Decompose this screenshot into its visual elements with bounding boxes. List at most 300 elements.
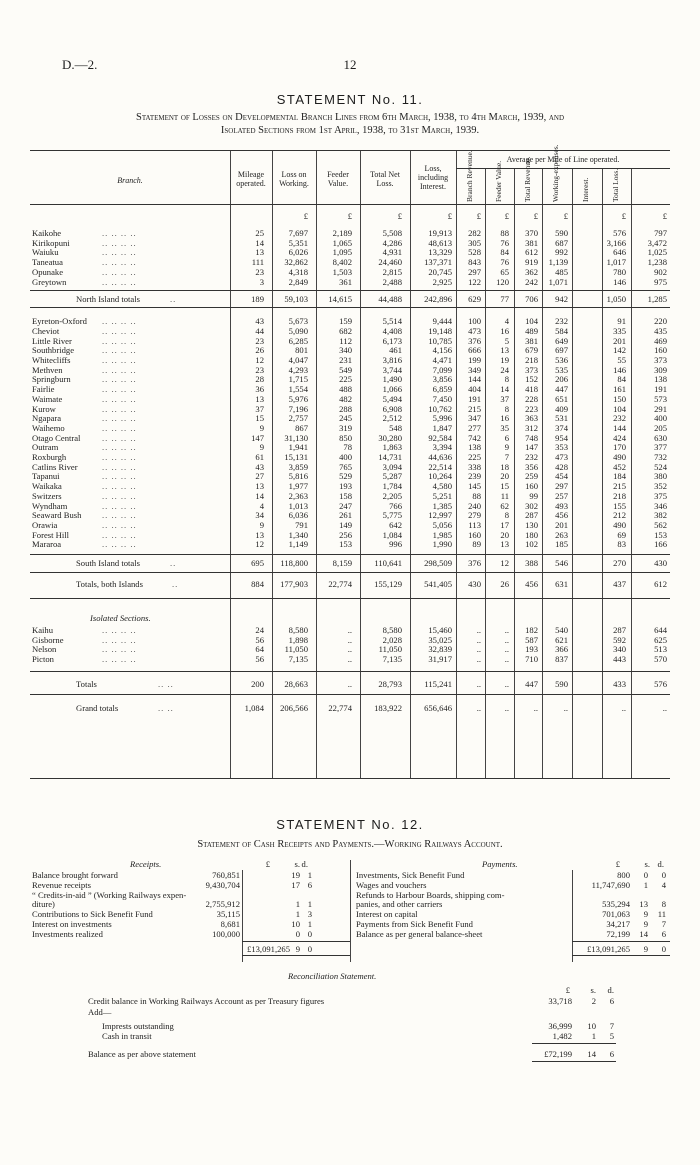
grand-total-row	[30, 704, 670, 714]
row-label: Springburn	[32, 374, 71, 385]
table-cell: 5,508	[382, 228, 402, 238]
table-cell: ..	[621, 702, 626, 713]
incl-header-line: including	[417, 173, 449, 182]
leader-dots: .. .. .. ..	[102, 539, 137, 550]
table-cell: 1,715	[288, 374, 308, 385]
table-cell: 540	[555, 625, 568, 635]
table-cell: 1,084	[244, 702, 264, 713]
unit-symbol: £	[662, 211, 667, 221]
payment-pounds: 701,063	[602, 909, 630, 920]
table-cell: 32,839	[428, 644, 452, 655]
table-cell: 180	[525, 529, 538, 540]
table-cell: 682	[339, 325, 352, 336]
table-cell: 43	[255, 461, 264, 472]
receipt-pounds: 8,681	[220, 919, 240, 929]
table-cell: 297	[555, 481, 568, 492]
row-label: Cheviot	[32, 325, 60, 336]
table-cell: 418	[525, 384, 538, 395]
recon-label: Add—	[88, 1007, 112, 1017]
table-cell: 14	[500, 384, 509, 395]
page-ref: D.—2.	[62, 57, 98, 72]
table-cell: 8,159	[332, 558, 352, 568]
recon-balance-pounds: £72,199	[544, 1049, 572, 1059]
row-label: Seaward Bush	[32, 510, 82, 521]
table-cell: 1,071	[548, 276, 568, 287]
average-col-header: Feeder Value.	[494, 160, 503, 202]
row-label: Fairlie	[32, 384, 55, 395]
table-cell: 493	[555, 500, 568, 511]
table-cell: 160	[468, 529, 481, 540]
mileage-header-line: operated.	[236, 179, 266, 188]
table-cell: 220	[654, 316, 667, 327]
table-cell: 44,488	[378, 294, 402, 305]
table-cell: 155	[613, 500, 626, 511]
table-cell: 5,514	[382, 316, 402, 327]
table-cell: 3,856	[432, 374, 452, 385]
table-cell: 218	[525, 355, 538, 365]
table-cell: 206,566	[280, 702, 308, 713]
table-cell: 11	[500, 490, 509, 501]
table-cell: 361	[339, 276, 352, 287]
table-cell: 138	[654, 374, 667, 385]
table-cell: 137,371	[424, 257, 452, 268]
table-cell: 13	[255, 481, 264, 492]
table-cell: 942	[555, 294, 568, 305]
receipt-pounds: 2,755,912	[205, 899, 240, 910]
recon-pence: 5	[609, 1031, 614, 1041]
table-cell: 7,135	[382, 654, 402, 665]
table-cell: 5,351	[288, 237, 308, 248]
table-cell: 16	[500, 413, 509, 424]
payment-pounds: 800	[617, 870, 630, 880]
payment-shillings: 9	[643, 909, 648, 920]
receipt-pounds: 100,000	[212, 928, 240, 939]
incl-header	[410, 164, 456, 191]
table-cell: 2,205	[382, 490, 402, 501]
table-cell: 8	[504, 510, 509, 521]
table-cell: 430	[654, 558, 667, 568]
leader-dots: .. .. .. ..	[102, 325, 137, 336]
leader-dots: .. ..	[158, 702, 174, 713]
table-cell: 83	[617, 539, 626, 550]
table-cell: 10,264	[428, 471, 452, 482]
table-cell: 706	[525, 294, 538, 305]
table-cell: 11,050	[378, 644, 402, 655]
table-cell: 102	[525, 539, 538, 550]
both-total-row	[30, 580, 670, 590]
payments-total-rule-top	[572, 941, 670, 942]
table-cell: 15	[500, 481, 509, 492]
table-cell: 24	[255, 625, 264, 635]
table-cell: 4	[504, 316, 509, 327]
table-cell: 430	[468, 579, 481, 589]
table-cell: 242	[525, 276, 538, 287]
table-cell: 88	[472, 490, 481, 501]
table-cell: 621	[555, 634, 568, 645]
table-cell: 529	[339, 471, 352, 482]
table-cell: 15,460	[428, 625, 452, 635]
table-cell: 111	[251, 257, 264, 268]
table-cell: 30,280	[378, 432, 402, 443]
feeder-header	[316, 170, 360, 188]
statement11-subtitle-1: Statement of Losses on Developmental Branch Lines from 6th March, 1938, to 4th March, 1939, and	[135, 112, 564, 123]
table-cell: 489	[525, 325, 538, 336]
table-cell: 26	[255, 345, 264, 356]
payment-label: Refunds to Harbour Boards, shipping com-	[356, 889, 505, 900]
table-cell: 3,744	[382, 364, 402, 375]
table-cell: ..	[347, 625, 352, 635]
table-cell: 7,099	[432, 364, 452, 375]
header-bottom-rule	[30, 204, 670, 205]
table-cell: 31,130	[284, 432, 308, 443]
table-cell: 340	[339, 345, 352, 356]
table-cell: 996	[389, 539, 402, 550]
table-cell: 76	[500, 237, 509, 248]
table-cell: 200	[251, 678, 264, 689]
table-cell: 1,977	[288, 481, 308, 492]
table-cell: 22,514	[428, 461, 452, 472]
row-label: Orawia	[32, 519, 58, 530]
table-cell: 20,745	[428, 266, 452, 277]
table-cell: 212	[613, 510, 626, 521]
table-cell: ..	[476, 625, 481, 635]
unit-symbol: £	[397, 211, 402, 221]
subtotal-rule	[30, 671, 670, 672]
table-cell: 193	[525, 644, 538, 655]
table-cell: 1,017	[606, 257, 626, 268]
row-label: Grand totals	[76, 702, 119, 713]
leader-dots: .. .. .. ..	[102, 461, 137, 472]
table-cell: 5,775	[382, 510, 402, 521]
table-cell: 570	[654, 654, 667, 665]
payment-label: panies, and other carriers	[356, 899, 443, 910]
table-cell: 12	[500, 558, 509, 568]
table-cell: 400	[339, 452, 352, 462]
receipt-pence: 0	[307, 928, 312, 939]
leader-dots: .. .. .. ..	[102, 471, 137, 482]
table-cell: 646	[613, 247, 626, 258]
average-header: Average per Mile of Line operated.	[506, 155, 620, 164]
table-cell: 380	[654, 471, 667, 482]
totalnet-header	[360, 170, 410, 188]
table-cell: 218	[613, 490, 626, 501]
table-cell: 373	[654, 355, 667, 365]
receipts-lsd-pound-symbol: £	[265, 859, 270, 869]
table-cell: 257	[555, 490, 568, 501]
payments-lsd-shilling-symbol: s.	[644, 859, 650, 869]
row-label: Kaikohe	[32, 228, 62, 238]
table-cell: 473	[468, 325, 481, 336]
table-cell: 592	[613, 634, 626, 645]
table-cell: 424	[613, 432, 626, 443]
table-cell: 15	[255, 413, 264, 424]
table-cell: 801	[295, 345, 308, 356]
table-cell: 201	[613, 335, 626, 346]
table-cell: 287	[525, 510, 538, 521]
table-cell: 223	[525, 403, 538, 414]
row-label: Mararoa	[32, 539, 62, 550]
subtotal-rule	[30, 694, 670, 695]
table-cell: 5,494	[382, 393, 402, 404]
table-cell: 65	[500, 266, 509, 277]
table-cell: 587	[525, 634, 538, 645]
row-label: South Island totals	[76, 558, 140, 568]
table-cell: 1,990	[432, 539, 452, 550]
recon-balance-label: Balance as per above statement	[88, 1049, 196, 1059]
table-cell: 651	[555, 393, 568, 404]
leader-dots: .. .. .. ..	[102, 247, 137, 258]
table-top-rule	[30, 150, 670, 151]
table-cell: 44	[255, 325, 264, 336]
table-cell: 1,898	[288, 634, 308, 645]
table-cell: 837	[555, 654, 568, 665]
table-cell: ..	[347, 654, 352, 665]
table-cell: ..	[347, 634, 352, 645]
table-cell: 2,757	[288, 413, 308, 424]
table-cell: 6	[504, 432, 509, 443]
table-cell: 205	[654, 422, 667, 433]
table-cell: 215	[468, 403, 481, 414]
recon-balance-shillings: 14	[587, 1049, 596, 1059]
units-row	[30, 212, 670, 222]
row-label: North Island totals	[76, 294, 140, 305]
table-cell: 452	[613, 461, 626, 472]
table-cell: 1,139	[548, 257, 568, 268]
leader-dots: .. .. .. ..	[102, 345, 137, 356]
table-cell: 8,580	[382, 625, 402, 635]
table-cell: 297	[468, 266, 481, 277]
table-cell: 443	[613, 654, 626, 665]
table-cell: 112	[339, 335, 352, 346]
table-cell: 409	[555, 403, 568, 414]
isolated-total-row	[30, 680, 670, 690]
table-cell: 31,917	[428, 654, 452, 665]
table-cell: 146	[613, 364, 626, 375]
table-cell: 381	[525, 335, 538, 346]
table-cell: 56	[255, 634, 264, 645]
totalnet-header-line: Total Net	[370, 170, 400, 179]
south-total-row	[30, 559, 670, 569]
table-cell: 122	[468, 276, 481, 287]
table-cell: 433	[613, 678, 626, 689]
recon-pounds: 1,482	[552, 1031, 572, 1041]
table-cell: 2,028	[382, 634, 402, 645]
table-bottom-rule	[30, 778, 670, 779]
table-cell: 184	[613, 471, 626, 482]
receipt-pence: 1	[307, 899, 312, 910]
table-cell: 1,554	[288, 384, 308, 395]
table-cell: 992	[555, 247, 568, 258]
payment-pence: 4	[661, 879, 666, 890]
table-cell: 548	[389, 422, 402, 433]
table-cell: 590	[555, 678, 568, 689]
table-cell: 160	[654, 345, 667, 356]
table-cell: 193	[339, 481, 352, 492]
statement11-title: STATEMENT No. 11.	[276, 92, 424, 107]
payments-total-pence: 0	[661, 944, 666, 954]
table-cell: 263	[555, 529, 568, 540]
table-cell: 149	[339, 519, 352, 530]
table-cell: 428	[555, 461, 568, 472]
mileage-header-line: Mileage	[237, 170, 265, 179]
payment-pence: 11	[657, 909, 666, 920]
subtotal-rule	[30, 554, 670, 555]
table-cell: 177,903	[280, 579, 308, 589]
receipt-shillings: 17	[291, 879, 300, 890]
table-cell: 232	[555, 316, 568, 327]
table-cell: 43	[255, 316, 264, 327]
table-cell: 2,363	[288, 490, 308, 501]
table-cell: ..	[504, 678, 509, 689]
table-cell: 298,509	[424, 558, 452, 568]
table-cell: 61	[255, 452, 264, 462]
table-cell: 59,103	[284, 294, 308, 305]
table-cell: 9	[259, 422, 264, 433]
north-total-row	[30, 295, 670, 305]
table-cell: 170	[613, 442, 626, 453]
row-label: Picton	[32, 654, 54, 665]
table-cell: 291	[654, 403, 667, 414]
table-cell: 1,084	[382, 529, 402, 540]
table-cell: 1,847	[432, 422, 452, 433]
table-cell: 12,997	[428, 510, 452, 521]
table-cell: 710	[525, 654, 538, 665]
table-cell: 1,013	[288, 500, 308, 511]
incl-header-line: Interest.	[420, 182, 446, 191]
table-cell: 28,793	[378, 678, 402, 689]
table-cell: 4,471	[432, 355, 452, 365]
table-cell: 376	[468, 335, 481, 346]
table-cell: ..	[347, 644, 352, 655]
table-cell: 546	[555, 558, 568, 568]
table-cell: 8,402	[332, 257, 352, 268]
table-cell: 4,286	[382, 237, 402, 248]
receipt-pence: 1	[307, 870, 312, 880]
receipt-shillings: 19	[291, 870, 300, 880]
leader-dots: .. .. .. ..	[102, 374, 137, 385]
receipt-label: Revenue receipts	[32, 879, 91, 890]
table-cell: 469	[654, 335, 667, 346]
table-cell: 259	[525, 471, 538, 482]
table-cell: 742	[468, 432, 481, 443]
table-cell: 541,405	[424, 579, 452, 589]
table-cell: 612	[525, 247, 538, 258]
mileage-header	[230, 170, 272, 188]
table-cell: 9	[259, 442, 264, 453]
table-cell: 490	[613, 452, 626, 462]
table-cell: 631	[555, 579, 568, 589]
table-cell: 437	[613, 579, 626, 589]
table-cell: 225	[468, 452, 481, 462]
row-label: Kaihu	[32, 625, 54, 635]
table-cell: 461	[389, 345, 402, 356]
leader-dots: .. .. .. ..	[102, 403, 137, 414]
table-cell: 562	[654, 519, 667, 530]
row-label: Waiuku	[32, 247, 59, 258]
table-cell: 28	[255, 374, 264, 385]
recon-balance-pence: 6	[609, 1049, 614, 1059]
row-label: Tapanui	[32, 471, 60, 482]
receipts-lsd-shilling-symbol: s.	[294, 859, 300, 869]
table-cell: 22,774	[328, 579, 352, 589]
table-cell: 91	[617, 316, 626, 327]
table-cell: 573	[654, 393, 667, 404]
table-cell: 201	[555, 519, 568, 530]
table-cell: 26	[500, 579, 509, 589]
table-cell: 14	[255, 490, 264, 501]
table-cell: 76	[500, 257, 509, 268]
table-cell: 370	[525, 228, 538, 238]
table-cell: 524	[654, 461, 667, 472]
table-cell: 5,673	[288, 316, 308, 327]
table-cell: 104	[613, 403, 626, 414]
receipt-shillings: 1	[295, 909, 300, 920]
table-cell: 584	[555, 325, 568, 336]
table-cell: 189	[251, 294, 264, 305]
branch-header: Branch.	[117, 176, 143, 185]
table-cell: ..	[347, 678, 352, 689]
table-cell: 13	[500, 539, 509, 550]
table-cell: 18	[500, 461, 509, 472]
table-cell: 5,251	[432, 490, 452, 501]
table-cell: 3,394	[432, 442, 452, 453]
table-cell: 145	[468, 481, 481, 492]
receipt-pounds: 9,430,704	[205, 879, 240, 890]
table-cell: 113	[468, 519, 481, 530]
table-cell: 791	[295, 519, 308, 530]
table-cell: 89	[472, 539, 481, 550]
recon-shilling-symbol: s.	[590, 985, 596, 995]
receipt-pounds: 35,115	[216, 909, 240, 920]
recon-pound-symbol: £	[565, 985, 570, 995]
table-cell: 528	[468, 247, 481, 258]
row-label: Roxburgh	[32, 452, 67, 462]
table-cell: 228	[525, 393, 538, 404]
recon-shillings: 10	[587, 1021, 596, 1031]
table-cell: ..	[476, 654, 481, 665]
receipts-total-pence: 0	[307, 944, 312, 954]
row-label: Totals, both Islands	[76, 579, 143, 589]
unit-symbol: £	[303, 211, 308, 221]
leader-dots: .. .. .. ..	[102, 364, 137, 375]
table-cell: 279	[468, 510, 481, 521]
table-cell: 748	[525, 432, 538, 443]
table-cell: 147	[251, 432, 264, 443]
table-cell: 159	[339, 316, 352, 327]
table-row	[30, 655, 670, 665]
subtotal-rule	[30, 598, 670, 599]
table-cell: 36	[255, 384, 264, 395]
table-cell: ..	[504, 634, 509, 645]
row-label: Methven	[32, 364, 63, 375]
table-cell: 15,131	[284, 452, 308, 462]
table-cell: 867	[295, 422, 308, 433]
table-cell: 16	[500, 325, 509, 336]
recon-label: Credit balance in Working Railways Account as per Treasury figures	[88, 996, 325, 1006]
row-label: Outram	[32, 442, 59, 453]
table-cell: 349	[468, 364, 481, 375]
feeder-header-line: Value.	[327, 179, 349, 188]
table-cell: 456	[525, 579, 538, 589]
table-cell: 347	[468, 413, 481, 424]
leader-dots: .. .. .. ..	[102, 510, 137, 521]
table-cell: 6,285	[288, 335, 308, 346]
leader-dots: .. .. .. ..	[102, 335, 137, 346]
statement11-subtitle-2: Isolated Sections from 1st April, 1938, to 31st March, 1939.	[220, 125, 480, 136]
payments-lsd-pound-symbol: £	[615, 859, 620, 869]
leader-dots: ..	[170, 558, 177, 568]
table-cell: 77	[500, 294, 509, 305]
